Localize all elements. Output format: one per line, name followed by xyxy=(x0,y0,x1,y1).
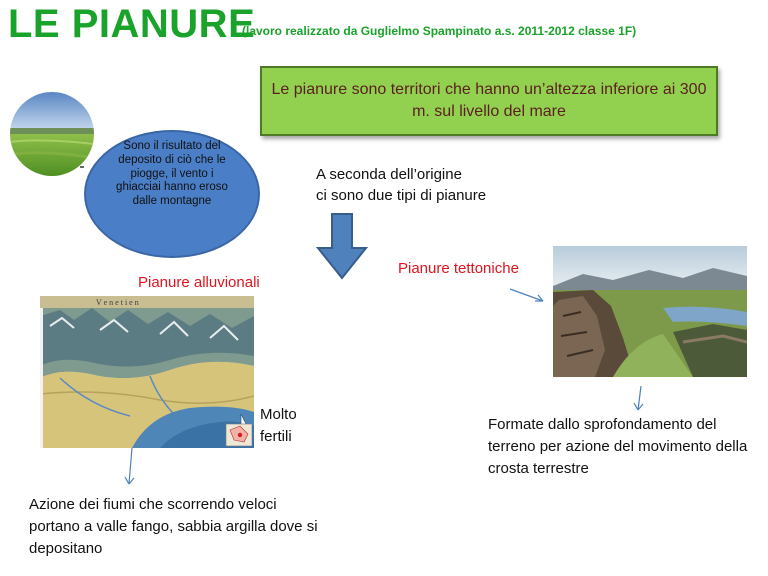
origin-line-2: ci sono due tipi di pianure xyxy=(316,187,487,204)
arrow-down-alluvial-icon xyxy=(120,446,140,488)
tectonic-plains-label: Pianure tettoniche xyxy=(398,260,519,277)
connector-mark xyxy=(80,166,84,168)
veneto-map-image xyxy=(40,296,254,448)
alluvial-description: Azione dei fiumi che scorrendo veloci portano a valle fango, sabbia argilla dove si depositano xyxy=(29,496,318,557)
rift-valley-image xyxy=(553,246,747,377)
tectonic-description: Formate dallo sprofondamento del terreno per azione del movimento della crosta terrestre xyxy=(488,416,748,477)
deposit-circle-text: Sono il risultato del deposito di ciò che le piogge, il vento i ghiacciai hanno eroso dalle montagne xyxy=(116,140,228,208)
fertile-text xyxy=(260,404,297,448)
plain-photo xyxy=(10,92,94,176)
origin-text xyxy=(316,164,486,206)
fertile-line-1: Molto xyxy=(260,406,297,423)
arrow-down-tectonic-icon xyxy=(630,384,650,414)
page-title: LE PIANURE xyxy=(8,2,256,46)
definition-box xyxy=(260,66,718,136)
definition-text: Le pianure sono territori che hanno un’altezza inferiore ai 300 m. sul livello del mare xyxy=(271,81,707,120)
arrow-to-photo-icon xyxy=(508,286,548,306)
deposit-circle xyxy=(84,130,260,258)
page-subtitle: (lavoro realizzato da Guglielmo Spampinato a.s. 2011-2012 classe 1F) xyxy=(242,24,637,38)
fertile-line-2: fertili xyxy=(260,427,292,445)
origin-line-1: A seconda dell’origine xyxy=(316,166,462,183)
map-header-text: V e n e t i e n xyxy=(96,298,139,307)
plain-photo-image xyxy=(10,92,94,176)
down-arrow-icon xyxy=(316,212,368,280)
alluvial-plains-label: Pianure alluvionali xyxy=(138,274,260,291)
